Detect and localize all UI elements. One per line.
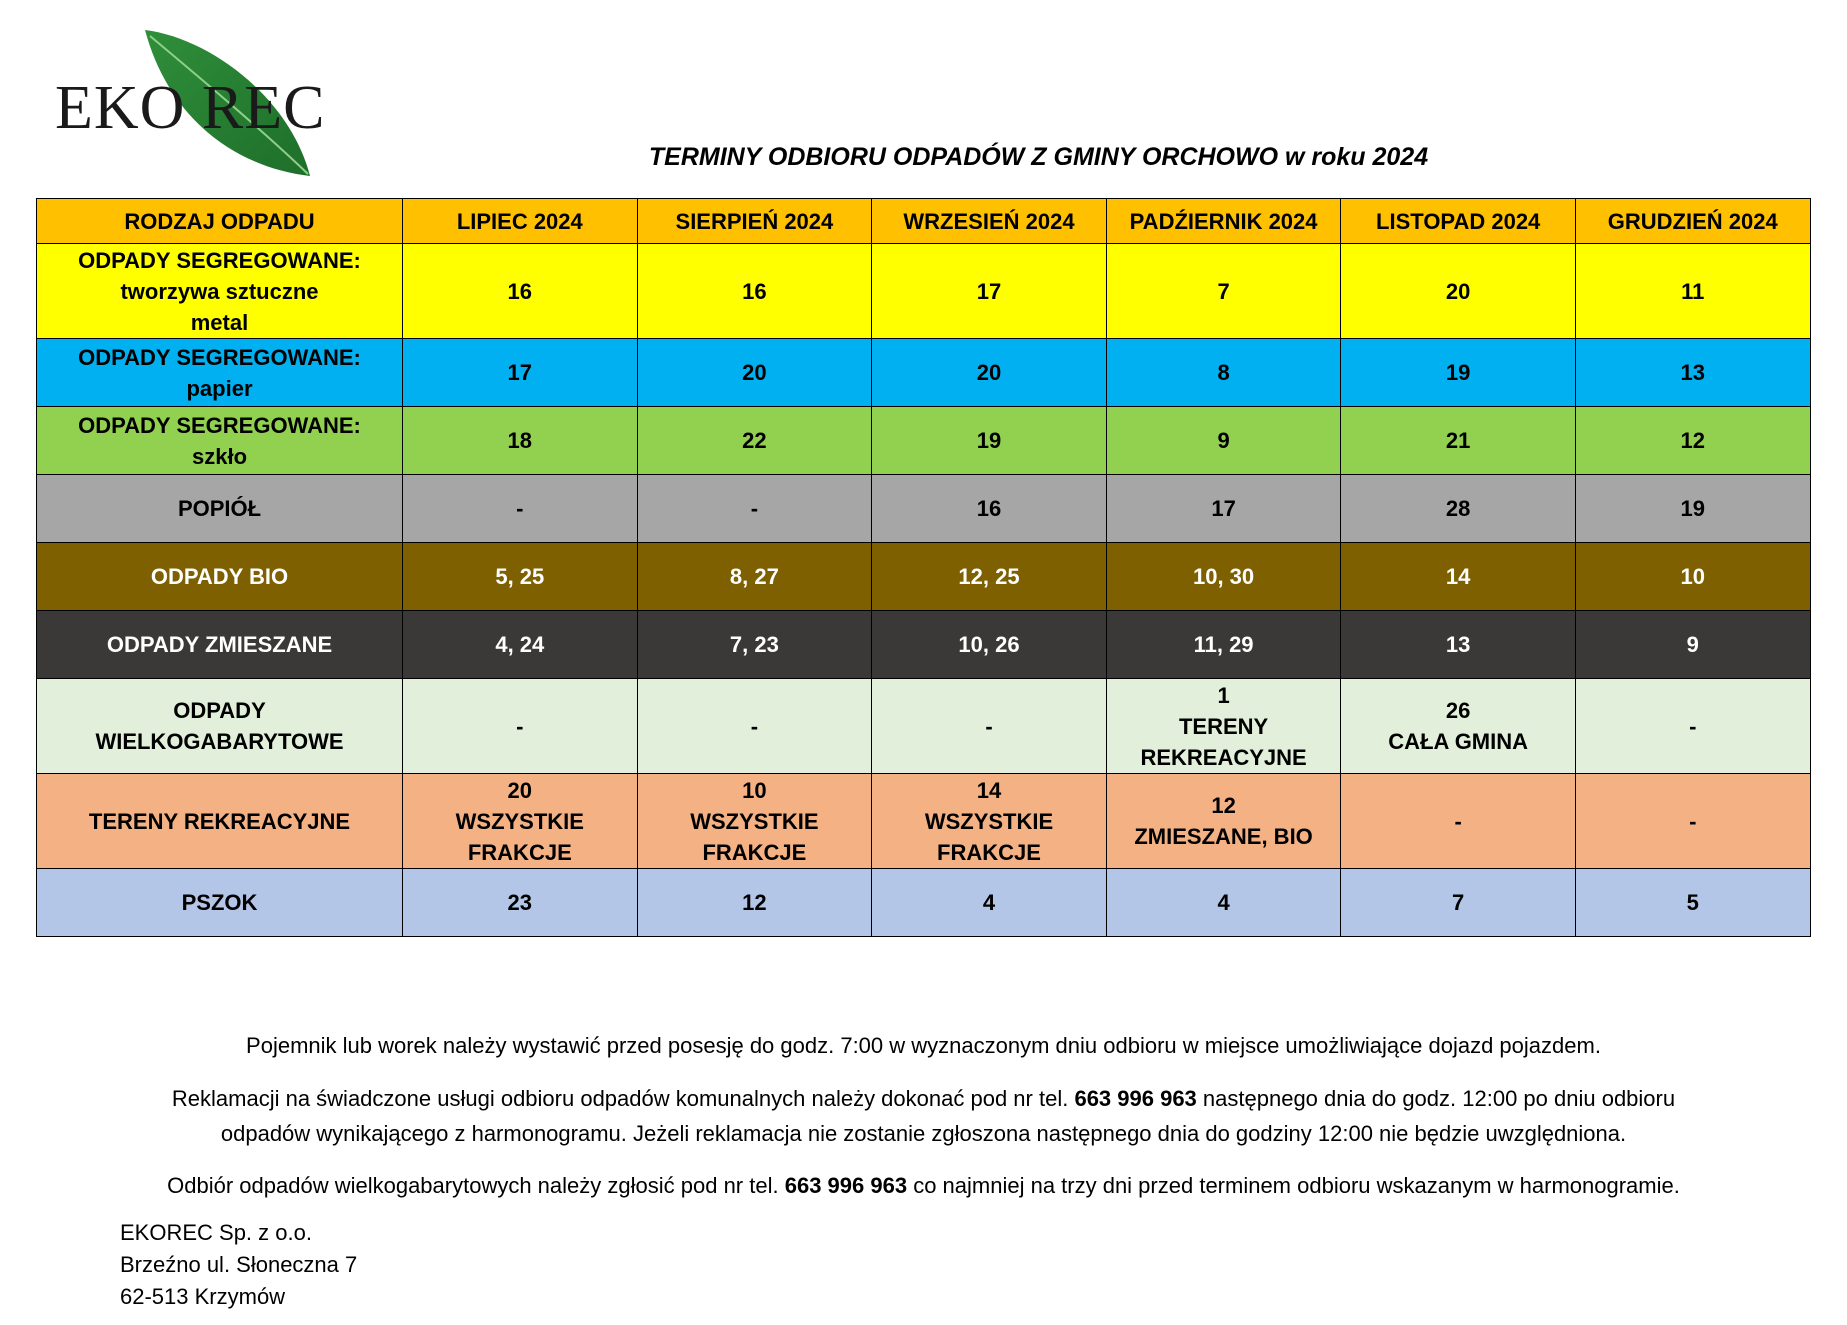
date-cell	[1341, 407, 1576, 475]
cell-line: 20	[742, 360, 767, 385]
cell-line: 12	[1680, 428, 1705, 453]
header-waste-type: RODZAJ ODPADU	[37, 199, 403, 244]
date-cell	[637, 869, 872, 937]
cell-line: 17	[1211, 496, 1236, 521]
date-cell	[872, 774, 1107, 869]
cell-line: papier	[186, 375, 253, 401]
date-cell	[1106, 543, 1341, 611]
date-cell	[637, 774, 872, 869]
date-cell	[1106, 407, 1341, 475]
address-line: Brzeźno ul. Słoneczna 7	[120, 1252, 358, 1277]
cell-line: 4	[982, 890, 996, 915]
cell-line: ODPADY BIO	[150, 564, 289, 589]
date-cell	[872, 679, 1107, 774]
cell-line: 9	[1217, 428, 1230, 453]
cell-line: 10, 30	[1192, 564, 1255, 589]
table-row	[37, 407, 1811, 475]
cell-line: 1	[1217, 682, 1230, 708]
cell-line: 5	[1686, 890, 1699, 915]
date-cell	[1106, 339, 1341, 407]
header-august: SIERPIEŃ 2024	[637, 199, 872, 244]
date-cell	[1341, 475, 1576, 543]
date-cell	[1341, 679, 1576, 774]
cell-line: szkło	[191, 443, 248, 469]
cell-line: 17	[507, 360, 533, 385]
cell-line: ODPADY SEGREGOWANE:	[78, 344, 361, 370]
date-cell	[403, 774, 638, 869]
cell-line: -	[1454, 808, 1462, 834]
table-row	[37, 543, 1811, 611]
date-cell	[1575, 339, 1810, 407]
date-cell	[872, 244, 1107, 339]
cell-line: FRAKCJE	[937, 839, 1041, 865]
cell-line: WSZYSTKIE	[690, 808, 819, 834]
company-address	[120, 1217, 357, 1313]
date-cell	[1575, 475, 1810, 543]
date-cell	[872, 611, 1107, 679]
header-july: LIPIEC 2024	[403, 199, 638, 244]
cell-line: 12	[1211, 793, 1236, 818]
waste-type-cell	[37, 244, 403, 339]
cell-line: CAŁA GMINA	[1388, 729, 1529, 754]
date-cell	[403, 407, 638, 475]
cell-line: 23	[507, 890, 533, 915]
cell-line: -	[516, 713, 524, 739]
cell-line: 19	[976, 428, 1002, 453]
date-cell	[872, 869, 1107, 937]
cell-line: 11, 29	[1193, 632, 1254, 657]
date-cell	[403, 679, 638, 774]
date-cell	[872, 407, 1107, 475]
date-cell	[1575, 679, 1810, 774]
cell-line: 28	[1445, 496, 1471, 521]
cell-line: 14	[1445, 564, 1471, 589]
cell-line: 5, 25	[495, 564, 545, 589]
date-cell	[1575, 244, 1810, 339]
waste-type-cell	[37, 543, 403, 611]
date-cell	[1106, 611, 1341, 679]
page-title: TERMINY ODBIORU ODPADÓW Z GMINY ORCHOWO w roku 2024	[648, 143, 1429, 171]
waste-type-cell	[37, 611, 403, 679]
cell-line: 18	[507, 428, 533, 453]
cell-line: 19	[1680, 496, 1705, 521]
date-cell	[637, 679, 872, 774]
info-paragraph-1: Pojemnik lub worek należy wystawić przed posesję do godz. 7:00 w wyznaczonym dniu odbioru w miejsce umożliwiające dojazd pojazdem.	[246, 1033, 1601, 1058]
cell-line: 22	[742, 428, 767, 453]
cell-line: 12	[742, 890, 767, 915]
table-row	[37, 679, 1811, 774]
cell-line: TERENY REKREACYJNE	[88, 808, 351, 834]
cell-line: 16	[742, 278, 767, 304]
cell-line: 7, 23	[729, 632, 779, 657]
date-cell	[1575, 543, 1810, 611]
cell-line: ODPADY	[173, 698, 266, 723]
header-december: GRUDZIEŃ 2024	[1575, 199, 1810, 244]
cell-line: 20	[976, 360, 1002, 385]
cell-line: 14	[976, 777, 1002, 803]
cell-line: -	[750, 496, 759, 521]
waste-type-cell	[37, 869, 403, 937]
cell-line: WSZYSTKIE	[924, 808, 1054, 834]
date-cell	[1575, 869, 1810, 937]
date-cell	[1106, 869, 1341, 937]
waste-type-cell	[37, 339, 403, 407]
table-row	[37, 244, 1811, 339]
cell-line: -	[750, 713, 759, 739]
date-cell	[403, 543, 638, 611]
date-cell	[1106, 679, 1341, 774]
cell-line: ODPADY SEGREGOWANE:	[78, 412, 361, 438]
cell-line: FRAKCJE	[467, 839, 572, 865]
cell-line: 7	[1217, 278, 1230, 304]
cell-line: 12, 25	[958, 564, 1020, 589]
date-cell	[1341, 611, 1576, 679]
date-cell	[637, 543, 872, 611]
cell-line: -	[985, 713, 993, 739]
date-cell	[872, 475, 1107, 543]
cell-line: WSZYSTKIE	[455, 808, 584, 834]
info-paragraph-2: Reklamacji na świadczone usługi odbioru odpadów komunalnych należy dokonać pod nr tel. 663 996 963 następnego dnia do godz. 12:00 po dniu odbioru odpadów wynikającego z harmonogramu. Jeżeli reklamacja nie zostanie zgłoszona następnego dnia do godziny 12:00 nie będzie uwzględniona.	[171, 1086, 1676, 1146]
cell-line: metal	[190, 309, 249, 335]
cell-line: 10	[742, 777, 767, 803]
date-cell	[637, 244, 872, 339]
cell-line: 9	[1686, 632, 1699, 657]
table-header-row	[37, 199, 1811, 244]
cell-line: 13	[1680, 360, 1705, 385]
date-cell	[403, 475, 638, 543]
cell-line: 4	[1217, 890, 1230, 915]
table-row	[37, 869, 1811, 937]
cell-line: ODPADY SEGREGOWANE:	[78, 247, 361, 273]
cell-line: ZMIESZANE, BIO	[1134, 824, 1313, 849]
date-cell	[1341, 774, 1576, 869]
date-cell	[1341, 244, 1576, 339]
date-cell	[403, 339, 638, 407]
cell-line: FRAKCJE	[702, 839, 807, 865]
cell-line: TERENY	[1178, 713, 1269, 739]
cell-line: 10	[1680, 564, 1705, 589]
cell-line: 20	[507, 777, 533, 803]
cell-line: 4, 24	[495, 632, 545, 657]
date-cell	[637, 339, 872, 407]
address-line: EKOREC Sp. z o.o.	[120, 1220, 312, 1245]
date-cell	[637, 407, 872, 475]
cell-line: 8, 27	[729, 564, 779, 589]
date-cell	[1575, 611, 1810, 679]
header-september: WRZESIEŃ 2024	[872, 199, 1107, 244]
phone-number: 663 996 963	[784, 1173, 908, 1198]
waste-type-cell	[37, 679, 403, 774]
cell-line: ODPADY ZMIESZANE	[106, 632, 333, 657]
date-cell	[403, 869, 638, 937]
date-cell	[1575, 774, 1810, 869]
date-cell	[1106, 244, 1341, 339]
date-cell	[1575, 407, 1810, 475]
cell-line: PSZOK	[181, 890, 258, 915]
cell-line: 13	[1445, 632, 1471, 657]
cell-line: 10, 26	[958, 632, 1020, 657]
date-cell	[872, 543, 1107, 611]
phone-number: 663 996 963	[1074, 1086, 1197, 1111]
table-row	[37, 774, 1811, 869]
table-row	[37, 475, 1811, 543]
cell-line: 16	[976, 496, 1002, 521]
cell-line: 8	[1217, 360, 1230, 385]
cell-line: 11	[1681, 278, 1705, 304]
waste-type-cell	[37, 407, 403, 475]
header-october: PADŹIERNIK 2024	[1106, 199, 1341, 244]
cell-line: 21	[1445, 428, 1471, 453]
cell-line: -	[1689, 808, 1697, 834]
cell-line: -	[1689, 713, 1697, 739]
cell-line: 7	[1452, 890, 1465, 915]
date-cell	[1341, 339, 1576, 407]
cell-line: WIELKOGABARYTOWE	[95, 729, 344, 754]
table-row	[37, 611, 1811, 679]
date-cell	[1106, 774, 1341, 869]
date-cell	[1106, 475, 1341, 543]
address-line: 62-513 Krzymów	[120, 1284, 286, 1309]
waste-type-cell	[37, 774, 403, 869]
cell-line: 20	[1445, 278, 1471, 304]
date-cell	[1341, 869, 1576, 937]
date-cell	[1341, 543, 1576, 611]
cell-line: -	[516, 496, 524, 521]
header-november: LISTOPAD 2024	[1341, 199, 1576, 244]
cell-line: 16	[507, 278, 533, 304]
table-row	[37, 339, 1811, 407]
cell-line: 19	[1445, 360, 1471, 385]
date-cell	[637, 475, 872, 543]
date-cell	[872, 339, 1107, 407]
waste-type-cell	[37, 475, 403, 543]
info-paragraph-3: Odbiór odpadów wielkogabarytowych należy zgłosić pod nr tel. 663 996 963 co najmniej na trzy dni przed terminem odbioru wskazanym w harmonogramie.	[167, 1173, 1680, 1198]
cell-line: tworzywa sztuczne	[120, 278, 319, 304]
cell-line: POPIÓŁ	[177, 496, 262, 521]
cell-line: REKREACYJNE	[1140, 744, 1307, 770]
schedule-table	[36, 198, 1811, 937]
date-cell	[403, 611, 638, 679]
date-cell	[403, 244, 638, 339]
cell-line: 26	[1445, 698, 1471, 723]
logo-text: EKO REC	[55, 74, 326, 142]
cell-line: 17	[976, 278, 1002, 304]
date-cell	[637, 611, 872, 679]
